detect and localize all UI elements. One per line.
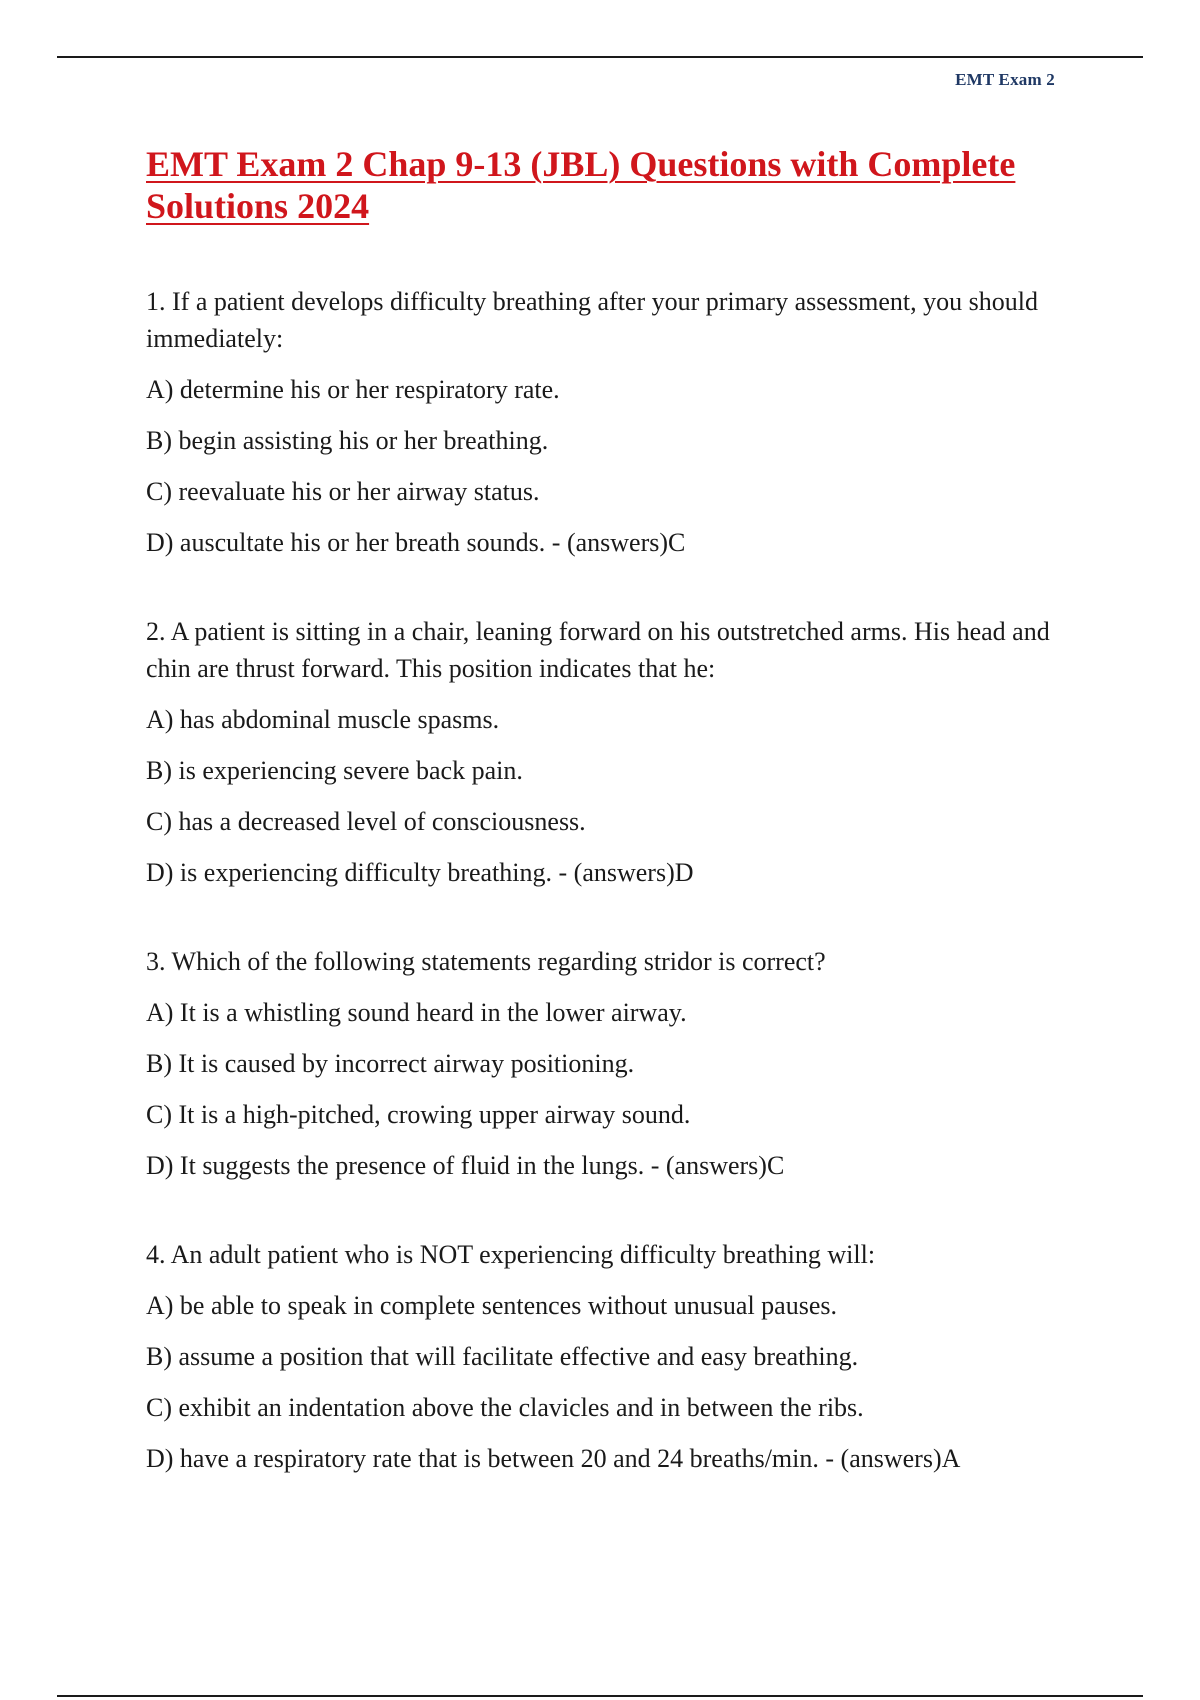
document-body xyxy=(146,143,1061,1477)
answer-option: D) is experiencing difficulty breathing. - (answers)D xyxy=(146,858,694,887)
answer-option: A) determine his or her respiratory rate. xyxy=(146,375,560,404)
answer-option: A) It is a whistling sound heard in the lower airway. xyxy=(146,998,687,1027)
question-text: 3. Which of the following statements regarding stridor is correct? xyxy=(146,947,826,976)
question-item xyxy=(146,283,1061,561)
question-text: 1. If a patient develops difficulty breathing after your primary assessment, you should immediately: xyxy=(146,287,1038,353)
question-text: 4. An adult patient who is NOT experiencing difficulty breathing will: xyxy=(146,1240,876,1269)
question-list xyxy=(146,283,1061,1477)
answer-option: B) assume a position that will facilitate effective and easy breathing. xyxy=(146,1342,859,1371)
footer-rule xyxy=(57,1695,1143,1697)
answer-option: B) begin assisting his or her breathing. xyxy=(146,426,549,455)
answer-options xyxy=(146,371,1061,561)
answer-option: A) has abdominal muscle spasms. xyxy=(146,705,500,734)
answer-option: C) It is a high-pitched, crowing upper airway sound. xyxy=(146,1100,691,1129)
answer-options xyxy=(146,994,1061,1184)
header-rule xyxy=(57,56,1143,58)
question-item xyxy=(146,1236,1061,1477)
running-header: EMT Exam 2 xyxy=(955,70,1055,89)
question-item xyxy=(146,613,1061,891)
answer-option: C) exhibit an indentation above the clavicles and in between the ribs. xyxy=(146,1393,864,1422)
document-title: EMT Exam 2 Chap 9-13 (JBL) Questions with Complete Solutions 2024 xyxy=(146,144,1016,226)
answer-option: D) auscultate his or her breath sounds. - (answers)C xyxy=(146,528,686,557)
answer-option: A) be able to speak in complete sentences without unusual pauses. xyxy=(146,1291,837,1320)
answer-options xyxy=(146,701,1061,891)
answer-option: C) has a decreased level of consciousness. xyxy=(146,807,586,836)
answer-option: C) reevaluate his or her airway status. xyxy=(146,477,540,506)
answer-option: B) It is caused by incorrect airway positioning. xyxy=(146,1049,635,1078)
answer-option: D) have a respiratory rate that is between 20 and 24 breaths/min. - (answers)A xyxy=(146,1444,961,1473)
answer-option: B) is experiencing severe back pain. xyxy=(146,756,523,785)
question-item xyxy=(146,943,1061,1184)
question-text: 2. A patient is sitting in a chair, leaning forward on his outstretched arms. His head and chin are thrust forward. This position indicates that he: xyxy=(146,617,1050,683)
answer-options xyxy=(146,1287,1061,1477)
answer-option: D) It suggests the presence of fluid in the lungs. - (answers)C xyxy=(146,1151,785,1180)
